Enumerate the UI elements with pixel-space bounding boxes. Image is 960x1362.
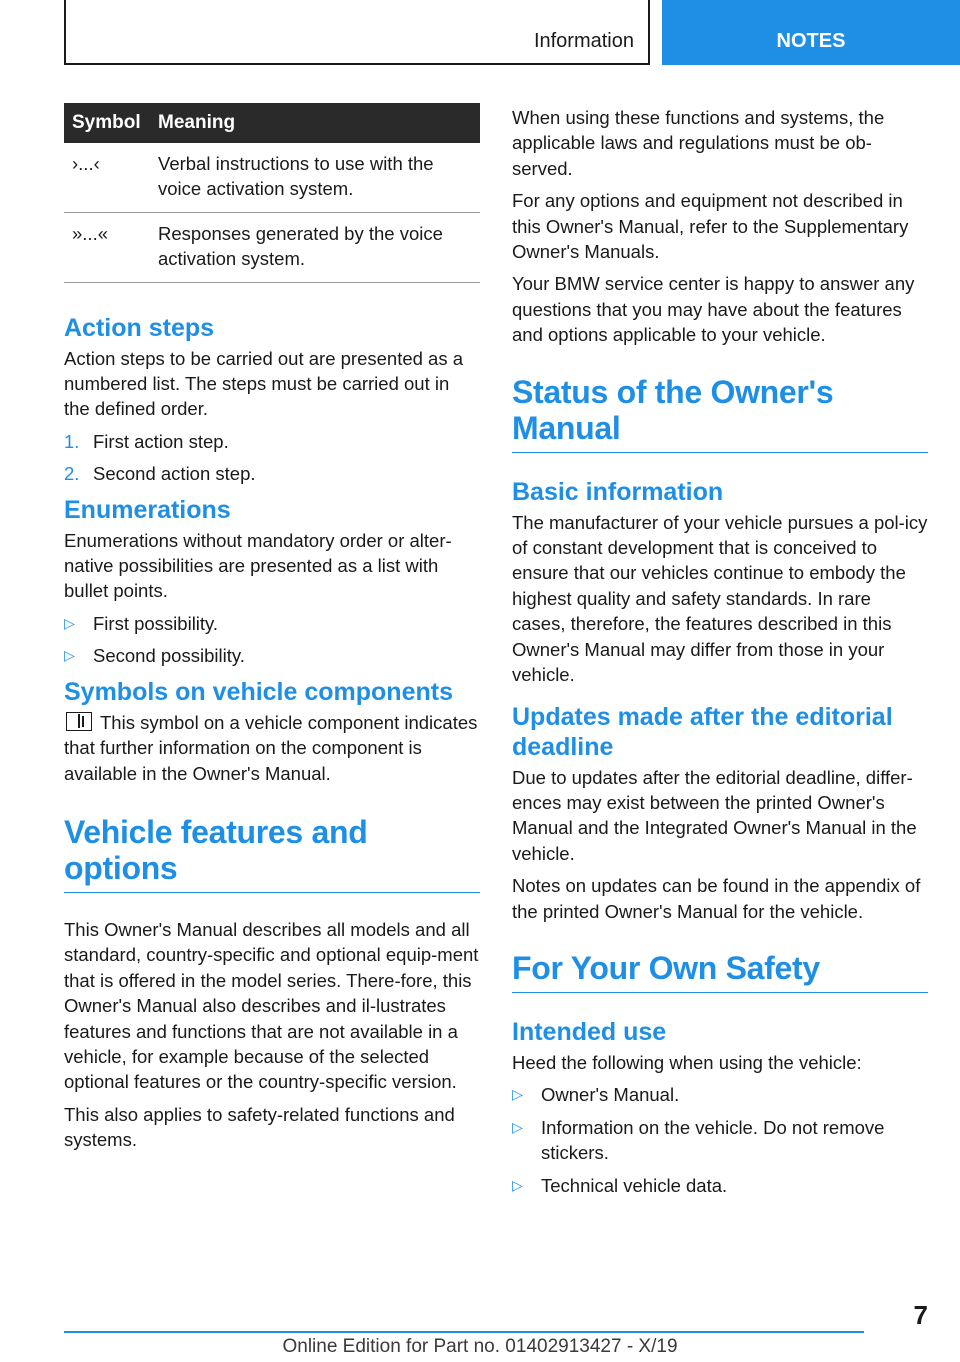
triangle-bullet-icon: ▷	[64, 614, 75, 631]
table-row	[64, 143, 480, 212]
table-header-meaning: Meaning	[158, 103, 480, 143]
list-item	[512, 1173, 928, 1198]
step-text: First action step.	[93, 430, 229, 452]
features-paragraph-2: This also applies to safety-related functions and systems.	[64, 1103, 455, 1151]
enumerations-text: Enumerations without mandatory order or alter-native possibilities are presented as a list with bullet points.	[64, 529, 452, 602]
list-item	[64, 643, 480, 668]
bullet-text: Information on the vehicle. Do not remove stickers.	[541, 1116, 885, 1164]
updates-paragraph-1: Due to updates after the editorial deadline, differ-ences may exist between the printed Owner's Manual and the Integrated Owner's Manual in the vehicle.	[512, 766, 917, 864]
triangle-bullet-icon: ▷	[64, 647, 75, 664]
action-steps-list	[64, 429, 480, 487]
left-column	[64, 103, 480, 1160]
list-item	[512, 1082, 928, 1107]
features-paragraph-1: This Owner's Manual describes all models and all standard, country-specific and optional equip-ment that is offered in the model series. There-fore, this Owner's Manual also describes and il-lustrates features and functions that are not available in a vehicle, for example because of the selected optional features or the country-specific version.	[64, 918, 479, 1093]
action-steps-heading: Action steps	[64, 313, 215, 342]
list-item	[64, 429, 480, 454]
book-icon	[66, 712, 92, 731]
step-number: 2.	[64, 463, 80, 485]
bullet-text: Technical vehicle data.	[541, 1174, 728, 1196]
basic-information-text: The manufacturer of your vehicle pursues a pol-icy of constant development that is conceived to ensure that our vehicles continue to embody the highest quality and safety standards. In rare cases, therefore, the features described in this Owner's Manual may differ from those in your vehicle.	[512, 511, 928, 686]
bullet-text: Second possibility.	[93, 645, 245, 667]
page-header	[0, 0, 960, 66]
basic-information-heading: Basic information	[512, 477, 724, 506]
symbols-text	[64, 710, 480, 786]
triangle-bullet-icon: ▷	[512, 1118, 523, 1135]
intended-use-text: Heed the following when using the vehicle:	[512, 1051, 862, 1073]
features-heading: Vehicle features and options	[64, 814, 480, 893]
table-cell-symbol: ›...‹	[64, 143, 158, 212]
safety-heading: For Your Own Safety	[512, 950, 928, 993]
bullet-text: Owner's Manual.	[541, 1084, 680, 1106]
list-item	[64, 611, 480, 636]
bullet-text: First possibility.	[93, 612, 219, 634]
header-tab-notes: NOTES	[662, 0, 960, 65]
header-frame	[64, 0, 650, 65]
enumerations-heading: Enumerations	[64, 495, 231, 524]
service-paragraph: Your BMW service center is happy to answer any questions that you may have about the features and options applicable to your vehicle.	[512, 273, 915, 346]
updates-heading: Updates made after the editorial deadline	[512, 702, 893, 761]
right-column	[512, 105, 928, 1206]
step-number: 1.	[64, 430, 80, 452]
triangle-bullet-icon: ▷	[512, 1176, 523, 1193]
symbols-heading: Symbols on vehicle components	[64, 677, 453, 706]
intended-use-list	[512, 1082, 928, 1198]
updates-paragraph-2: Notes on updates can be found in the appendix of the printed Owner's Manual for the vehicle.	[512, 875, 921, 922]
header-title: Information	[533, 30, 634, 52]
table-cell-symbol: »...«	[64, 212, 158, 282]
triangle-bullet-icon: ▷	[512, 1086, 523, 1103]
list-item	[64, 461, 480, 486]
supplementary-paragraph: For any options and equipment not described in this Owner's Manual, refer to the Supplementary Owner's Manuals.	[512, 190, 909, 263]
list-item	[512, 1115, 928, 1166]
step-text: Second action step.	[93, 463, 256, 485]
intended-use-heading: Intended use	[512, 1017, 667, 1046]
page-number: 7	[913, 1300, 928, 1330]
table-cell-meaning: Responses generated by the voice activation system.	[158, 212, 480, 282]
enumerations-list	[64, 611, 480, 669]
symbols-text-body: This symbol on a vehicle component indicates that further information on the component is available in the Owner's Manual.	[64, 711, 478, 784]
table-row	[64, 212, 480, 282]
footer-edition-text: Online Edition for Part no. 01402913427 - X/19	[282, 1336, 678, 1357]
laws-paragraph: When using these functions and systems, the applicable laws and regulations must be ob-served.	[512, 107, 885, 179]
action-steps-text: Action steps to be carried out are presented as a numbered list. The steps must be carried out in the defined order.	[64, 347, 464, 420]
status-heading: Status of the Owner's Manual	[512, 374, 928, 453]
table-cell-meaning: Verbal instructions to use with the voice activation system.	[158, 143, 480, 212]
table-header-symbol: Symbol	[64, 103, 158, 143]
footer-divider	[64, 1331, 864, 1333]
symbol-table	[64, 103, 480, 283]
